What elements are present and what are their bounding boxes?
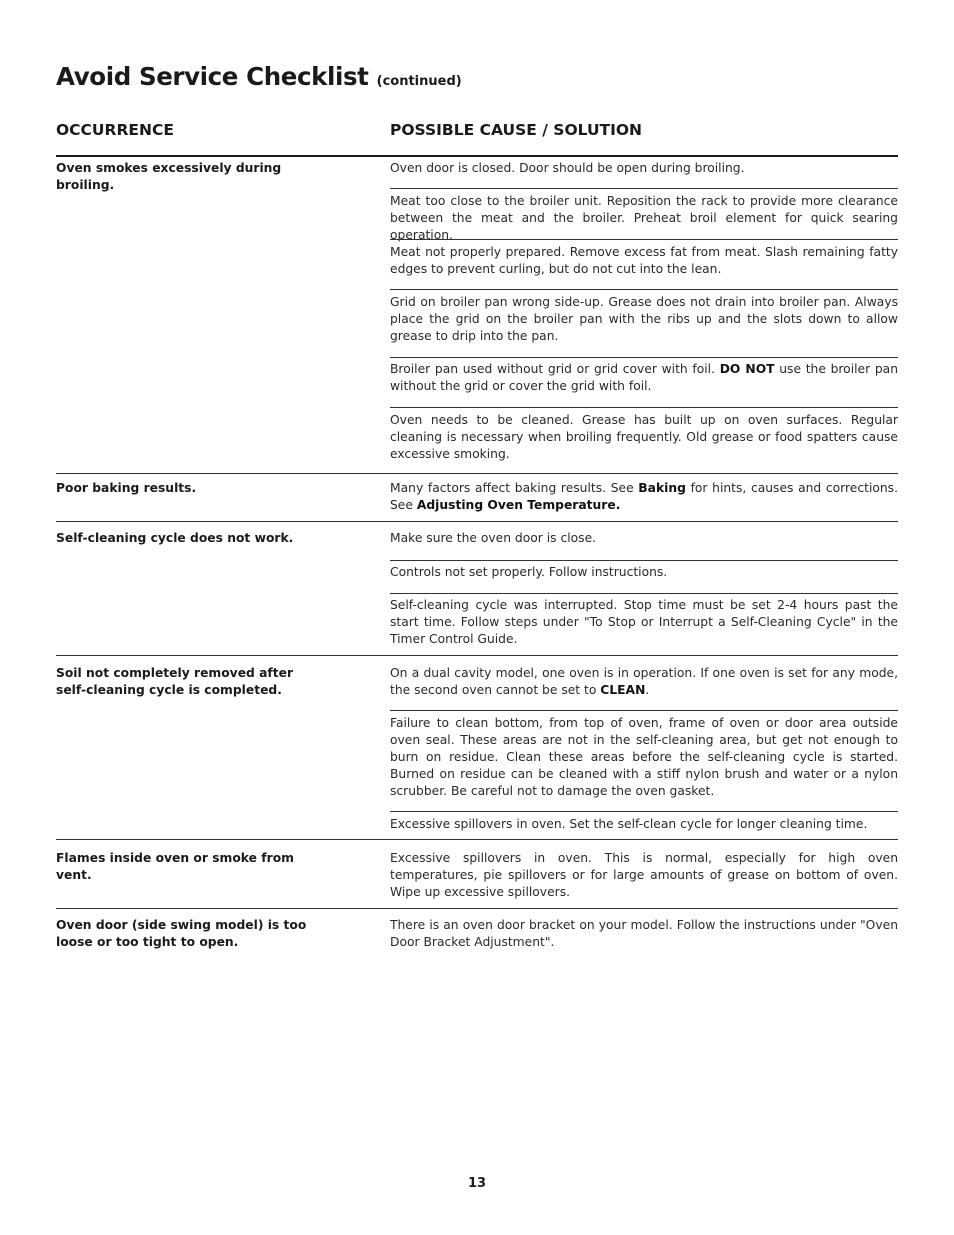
emphasis-text: Baking xyxy=(638,481,686,495)
solution-text xyxy=(390,412,898,463)
emphasis-text: CLEAN xyxy=(600,683,646,697)
text-run: Meat too close to the broiler unit. Reposition the rack to provide more clearance between the meat and the broiler. Preheat broil element for quick searing operation. xyxy=(390,194,898,242)
text-run: On a dual cavity model, one oven is in operation. If one oven is set for any mode, the second oven cannot be set to xyxy=(390,666,898,697)
text-run: Oven door is closed. Door should be open during broiling. xyxy=(390,161,745,175)
emphasis-text: Adjusting Oven Temperature. xyxy=(416,498,621,512)
text-run: Failure to clean bottom, from top of oven, frame of oven or door area outside oven seal. These areas are not in the self-cleaning area, but get not enough to burn on residue. Clean these areas before the self-cleaning cycle is started. Burned on residue can be cleaned with a stiff nylon brush and water or a nylon scrubber. Be careful not to damage the oven gasket. xyxy=(390,716,898,798)
text-run: for hints, causes and corrections. See xyxy=(390,481,898,512)
text-run: Grid on broiler pan wrong side-up. Grease does not drain into broiler pan. Always place the grid on the broiler pan with the ribs up and the slots down to allow grease to drip into the pan. xyxy=(390,295,898,343)
text-run: use the broiler pan without the grid or cover the grid with foil. xyxy=(390,362,898,393)
solution-text xyxy=(390,816,898,833)
solution-text xyxy=(390,294,898,345)
occurrence-label: Oven door (side swing model) is too loose or too tight to open. xyxy=(56,918,307,949)
solution-text xyxy=(390,361,898,395)
solution-divider xyxy=(390,407,898,408)
occurrence-label: Oven smokes excessively during broiling. xyxy=(56,161,282,192)
solution-text xyxy=(390,564,898,581)
text-run: Excessive spillovers in oven. This is normal, especially for high oven temperatures, pie spillovers or for large amounts of grease on bottom of oven. Wipe up excessive spillovers. xyxy=(390,851,898,899)
page-title xyxy=(56,62,462,91)
text-run: Oven needs to be cleaned. Grease has built up on oven surfaces. Regular cleaning is necessary when broiling frequently. Old grease or food spatters cause excessive smoking. xyxy=(390,413,898,461)
row-divider xyxy=(56,473,898,474)
solution-divider xyxy=(390,289,898,290)
occurrence-label: Soil not completely removed after self-cleaning cycle is completed. xyxy=(56,666,294,697)
text-run: Controls not set properly. Follow instructions. xyxy=(390,565,668,579)
row-divider xyxy=(56,839,898,840)
solution-divider xyxy=(390,239,898,240)
solution-text xyxy=(390,665,898,699)
occurrence-label: Poor baking results. xyxy=(56,481,197,495)
solution-text xyxy=(390,244,898,278)
solution-text xyxy=(390,715,898,800)
solution-divider xyxy=(390,593,898,594)
row-divider xyxy=(56,521,898,522)
text-run: Meat not properly prepared. Remove excess fat from meat. Slash remaining fatty edges to prevent curling, but do not cut into the lean. xyxy=(390,245,898,276)
solution-divider xyxy=(390,357,898,358)
continued-label: (continued) xyxy=(376,74,462,89)
solution-text xyxy=(390,193,898,244)
text-run: There is an oven door bracket on your model. Follow the instructions under "Oven Door Bracket Adjustment". xyxy=(390,918,898,949)
solution-text xyxy=(390,160,898,177)
solution-column-header: POSSIBLE CAUSE / SOLUTION xyxy=(390,121,643,139)
text-run: Make sure the oven door is close. xyxy=(390,531,597,545)
solution-divider xyxy=(390,188,898,189)
solution-text xyxy=(390,530,898,547)
text-run: Many factors affect baking results. See xyxy=(390,481,639,495)
page-number: 13 xyxy=(467,1176,487,1191)
text-run: Self-cleaning cycle was interrupted. Stop time must be set 2-4 hours past the start time. Follow steps under "To Stop or Interrupt a Self-Cleaning Cycle" in the Timer Control Guide. xyxy=(390,598,898,646)
row-divider xyxy=(56,908,898,909)
solution-text xyxy=(390,597,898,648)
occurrence-label: Self-cleaning cycle does not work. xyxy=(56,531,294,545)
occurrence-column-header: OCCURRENCE xyxy=(56,121,174,139)
solution-divider xyxy=(390,710,898,711)
solution-divider xyxy=(390,811,898,812)
occurrence-label: Flames inside oven or smoke from vent. xyxy=(56,851,294,882)
emphasis-text: DO NOT xyxy=(719,362,775,376)
solution-divider xyxy=(390,560,898,561)
solution-text xyxy=(390,480,898,514)
row-divider xyxy=(56,655,898,656)
header-divider xyxy=(56,155,898,157)
text-run: . xyxy=(645,683,650,697)
solution-text xyxy=(390,850,898,901)
text-run: Broiler pan used without grid or grid cover with foil. xyxy=(390,362,720,376)
solution-text xyxy=(390,917,898,951)
text-run: Excessive spillovers in oven. Set the self-clean cycle for longer cleaning time. xyxy=(390,817,868,831)
title-text: Avoid Service Checklist xyxy=(56,62,369,91)
